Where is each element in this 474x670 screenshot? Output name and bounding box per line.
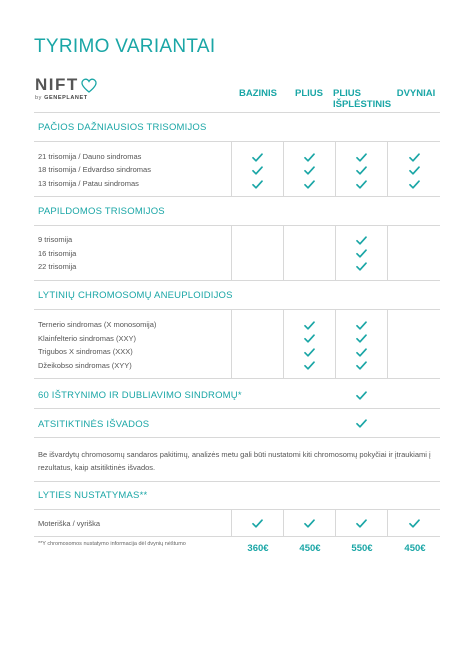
column-divider (387, 509, 388, 536)
logo-byline: by GENEPLANET (35, 95, 88, 101)
divider (34, 408, 440, 409)
column-divider (283, 509, 284, 536)
check-icon (356, 236, 367, 245)
col-header-bazinis: BAZINIS (239, 88, 277, 99)
check-icon (356, 153, 367, 162)
column-divider (283, 141, 284, 196)
column-divider (231, 141, 232, 196)
column-divider (335, 309, 336, 378)
check-icon (304, 153, 315, 162)
table-row-label: Trigubos X sindromas (XXX) (38, 347, 133, 356)
nifty-logo (35, 76, 115, 106)
column-divider (231, 225, 232, 280)
table-row-label: 18 trisomija / Edvardso sindromas (38, 165, 151, 174)
check-icon (304, 348, 315, 357)
check-icon (356, 262, 367, 271)
divider (34, 437, 440, 438)
section-title: LYTIES NUSTATYMAS** (38, 490, 148, 501)
check-icon (304, 321, 315, 330)
divider (34, 112, 440, 113)
section-title: ATSITIKTINĖS IŠVADOS (38, 419, 150, 430)
col-header-plius-isplestinis: PLIUS IŠPLĖSTINIS (333, 88, 392, 110)
check-icon (409, 180, 420, 189)
section-title: PAČIOS DAŽNIAUSIOS TRISOMIJOS (38, 122, 207, 133)
price-bazinis: 360€ (247, 543, 269, 554)
section-title: 60 IŠTRYNIMO IR DUBLIAVIMO SINDROMŲ* (38, 390, 242, 401)
divider (34, 536, 440, 537)
table-row-label: Džeikobso sindromas (XYY) (38, 361, 132, 370)
table-row-label: Ternerio sindromas (X monosomija) (38, 320, 157, 329)
check-icon (356, 321, 367, 330)
price-dvyniai: 450€ (404, 543, 426, 554)
column-divider (283, 309, 284, 378)
check-icon (304, 166, 315, 175)
column-divider (335, 509, 336, 536)
col-header-plius: PLIUS (295, 88, 323, 99)
divider (34, 378, 440, 379)
footnote: **Y chromosomos nustatymo informacija dėl dvynių nėštumo (38, 541, 186, 547)
divider (34, 280, 440, 281)
check-icon (356, 249, 367, 258)
col-header-dvyniai: DVYNIAI (396, 88, 436, 99)
column-divider (387, 309, 388, 378)
check-icon (356, 361, 367, 370)
price-plius-isplestinis: 550€ (351, 543, 373, 554)
divider (34, 509, 440, 510)
check-icon (304, 180, 315, 189)
check-icon (252, 153, 263, 162)
check-icon (356, 180, 367, 189)
check-icon (356, 419, 367, 428)
column-divider (335, 141, 336, 196)
logo-wordmark: NIFT (35, 75, 79, 94)
page-title: TYRIMO VARIANTAI (34, 36, 216, 57)
divider (34, 225, 440, 226)
check-icon (356, 166, 367, 175)
column-divider (387, 225, 388, 280)
price-plius: 450€ (299, 543, 321, 554)
check-icon (252, 180, 263, 189)
check-icon (356, 391, 367, 400)
check-icon (409, 166, 420, 175)
check-icon (356, 519, 367, 528)
table-row-label: 16 trisomija (38, 249, 77, 258)
table-row-label: 22 trisomija (38, 262, 77, 271)
column-divider (283, 225, 284, 280)
check-icon (252, 519, 263, 528)
check-icon (304, 519, 315, 528)
divider (34, 309, 440, 310)
table-row-label: 13 trisomija / Patau sindromas (38, 179, 139, 188)
column-divider (335, 225, 336, 280)
incidental-findings-note: Be išvardytų chromosomų sandaros pakitimų, analizės metu gali būti nustatomi kiti chromosomų pokyčiai ir įtraukiami į rezultatus, kaip atsitiktinės išvados. (38, 450, 431, 472)
table-row-label: 21 trisomija / Dauno sindromas (38, 152, 142, 161)
check-icon (409, 519, 420, 528)
divider (34, 141, 440, 142)
table-row-label: Moteriška / vyriška (38, 519, 101, 528)
check-icon (252, 166, 263, 175)
divider (34, 196, 440, 197)
column-divider (231, 509, 232, 536)
column-divider (387, 141, 388, 196)
heart-y-icon (81, 78, 97, 94)
section-title: LYTINIŲ CHROMOSOMŲ ANEUPLOIDIJOS (38, 290, 233, 301)
table-row-label: 9 trisomija (38, 235, 73, 244)
check-icon (304, 334, 315, 343)
section-title: PAPILDOMOS TRISOMIJOS (38, 206, 165, 217)
check-icon (304, 361, 315, 370)
table-row-label: Klainfelterio sindromas (XXY) (38, 334, 136, 343)
column-divider (231, 309, 232, 378)
divider (34, 481, 440, 482)
check-icon (409, 153, 420, 162)
check-icon (356, 348, 367, 357)
check-icon (356, 334, 367, 343)
